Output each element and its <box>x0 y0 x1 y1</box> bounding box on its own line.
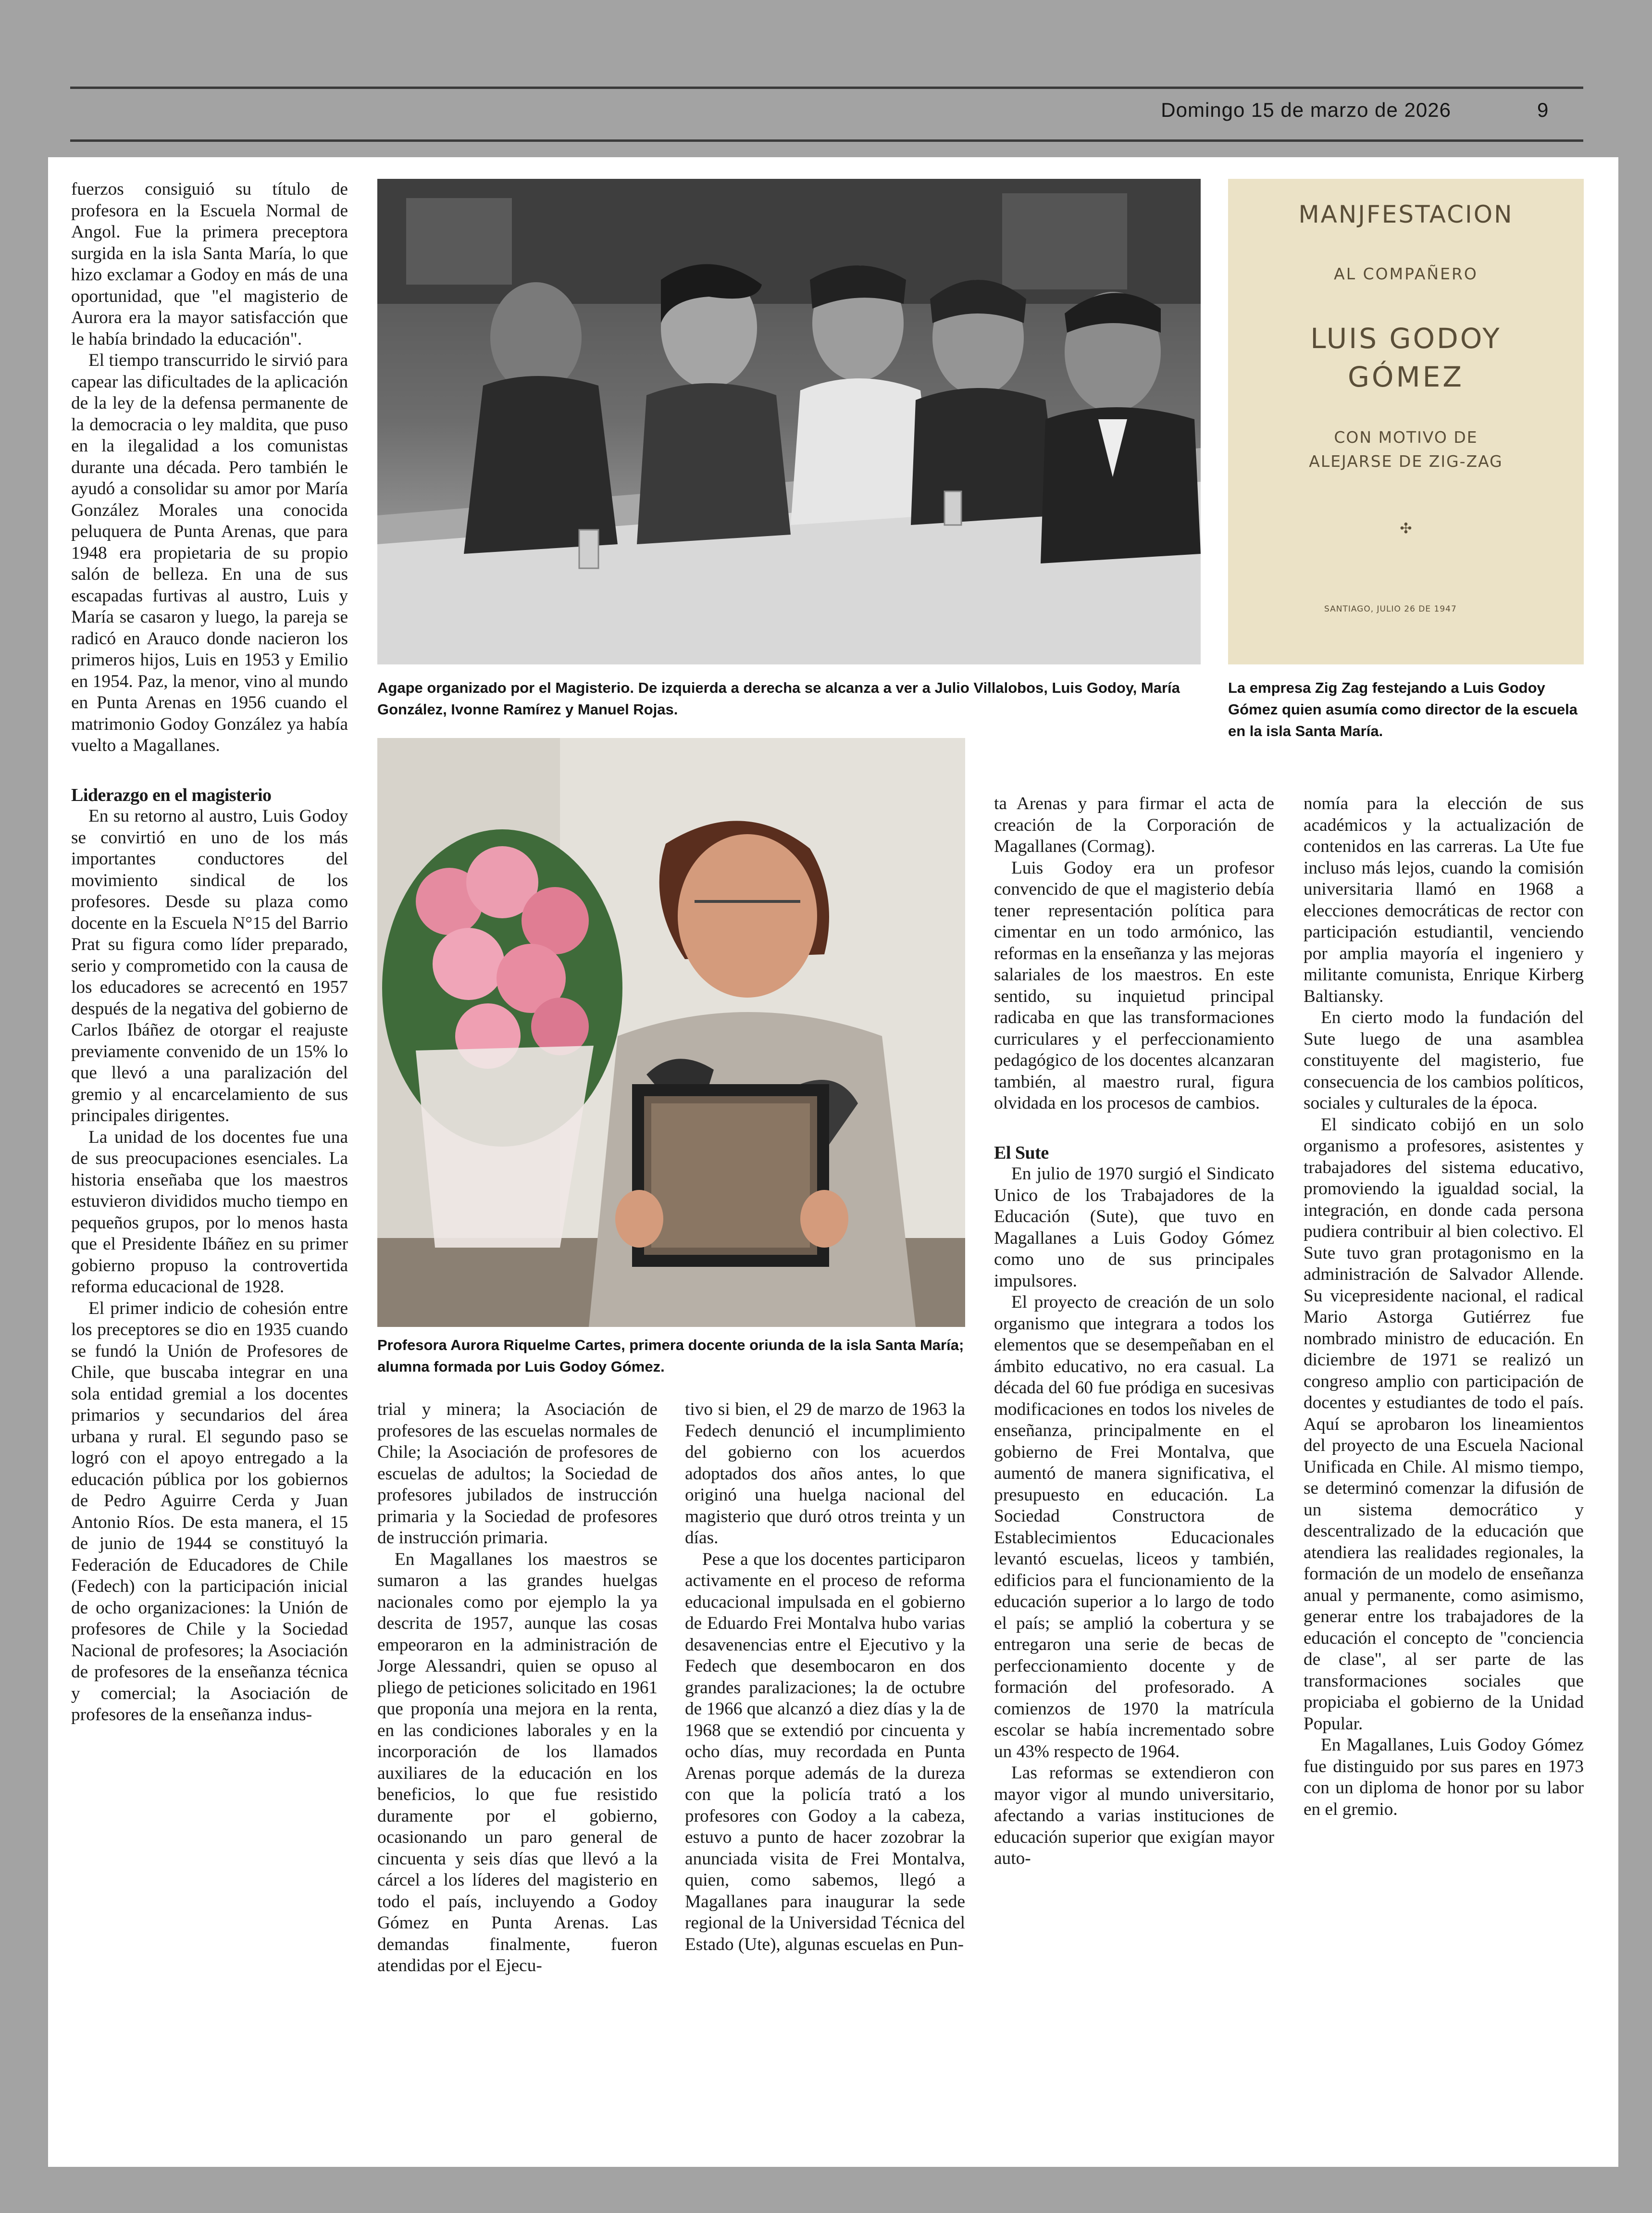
col1-paragraph: La unidad de los docentes fue una de sus preocupaciones esenciales. La historia enseñaba que los maestros estuvieron divididos mucho tiempo en pequeños grupos, por lo menos hasta que el Presidente Ibáñez en su primer gobierno propuso la controvertida reforma educacional de 1928. <box>71 1127 348 1297</box>
col5-paragraph: El sindicato cobijó en un solo organismo a profesores, asistentes y trabajadores del sistema educativo, promoviendo la igualdad social, la integración, en donde cada persona pudiera contribuir al bien colectivo. El Sute tuvo gran protagonismo en la administración de Salvador Allende. Su vicepresidente nacional, el radical Mario Astorga Gutiérrez fue nombrado ministro de educación. En diciembre de 1971 se realizó un congreso amplio con participación de docentes y estudiantes de todo el país. Aquí se aprobaron los lineamientos del proyecto de una Escuela Nacional Unificada en Chile. Al mismo tiempo, se determinó comenzar la difusión de un sistema democrático y descentralizado de la educación que atendiera las realidades regionales, la formación de un modelo de enseñanza anual y permanente, como asimismo, generar entre los trabajadores de la educación el concepto de "conciencia de clase", al ser parte de las transformaciones sociales que propiciaba el gobierno de la Unidad Popular. <box>1304 1114 1584 1734</box>
top-rule <box>70 87 1583 89</box>
col5-paragraph: En cierto modo la fundación del Sute luego de una asamblea constituyente del magisterio, fue consecuencia de los cambios políticos, sociales y culturales de la época. <box>1304 1008 1584 1113</box>
col4-paragraph: ta Arenas y para firmar el acta de creación de la Corporación de Magallanes (Cormag). <box>994 794 1274 856</box>
portrait-photo-illustration <box>377 738 965 1327</box>
banquet-caption: Agape organizado por el Magisterio. De izquierda a derecha se alcanza a ver a Julio Villalobos, Luis Godoy, María González, Ivonne Ramírez y Manuel Rojas. <box>377 679 1180 718</box>
col2-paragraph: En Magallanes los maestros se sumaron a las grandes huelgas nacionales como por ejemplo la ya descrita de 1957, aunque las cosas empeoraron en la administración de Jorge Alessandri, quien se opuso al pliego de peticiones solicitado en 1961 que proponía una mejora en la renta, en las condiciones laborales y en la incorporación de los llamados auxiliares de la educación en los beneficios, lo que fue resistido duramente por el gobierno, ocasionando un paro general de cincuenta y seis días que llevó a la cárcel a los líderes del magisterio en todo el país, incluyendo a Godoy Gómez en Punta Arenas. Las demandas finalmente, fueron atendidas por el Ejecu- <box>377 1549 658 1975</box>
col3-paragraph: Pese a que los docentes participaron activamente en el proceso de reforma educacional impulsada en el gobierno de Eduardo Frei Montalva hubo varias desavenencias entre el Ejecutivo y la Fedech que desembocaron en dos grandes paralizaciones; la de octubre de 1966 que alcanzó a diez días y la de 1968 que se extendió por cincuenta y ocho días, muy recordada en Punta Arenas porque además de la dureza con que la policía trató a los profesores con Godoy a la cabeza, estuvo a punto de hacer zozobrar la anunciada visita de Frei Montalva, quien, como sabemos, llegó a Magallanes para inaugurar la sede regional de la Universidad Técnica del Estado (Ute), algunas escuelas en Pun- <box>685 1549 965 1954</box>
col1-paragraph: fuerzos consiguió su título de profesora en la Escuela Normal de Angol. Fue la primera preceptora surgida en la isla Santa María, lo que hizo exclamar a Godoy en más de una oportunidad, que "el magisterio de Aurora era la mayor satisfacción que le había brindado la educación". <box>71 179 348 349</box>
col5-paragraph: nomía para la elección de sus académicos y la actualización de contenidos en las carreras. La Ute fue incluso más lejos, cuando la comisión universitaria llamó en 1968 a elecciones democráticas de rector con participación estudiantil, venciendo por amplia mayoría el ingeniero y militante comunista, Enrique Kirberg Baltiansky. <box>1304 794 1584 1006</box>
col1-paragraph: El tiempo transcurrido le sirvió para capear las dificultades de la aplicación de la ley de la defensa permanente de la democracia o ley maldita, que puso en la ilegalidad a los comunistas durante una década. Pero también le ayudó a consolidar su amor por María González Morales una conocida peluquera de Punta Arenas, que para 1948 era propietaria de su propio salón de belleza. En una de sus escapadas furtivas al austro, Luis y María se casaron y luego, la pareja se radicó en Arauco donde nacieron los primeros hijos, Luis en 1953 y Emilio en 1954. Paz, la menor, vino al mundo en Punta Arenas en 1956 cuando el matrimonio Godoy González ya había vuelto a Magallanes. <box>71 350 348 755</box>
card-line: ALEJARSE DE ZIG-ZAG <box>1309 452 1503 471</box>
header-date: Domingo 15 de marzo de 2026 <box>1161 99 1451 121</box>
portrait-photo <box>377 738 965 1327</box>
portrait-caption: Profesora Aurora Riquelme Cartes, primera docente oriunda de la isla Santa María; alumna formada por Luis Godoy Gómez. <box>377 1337 964 1375</box>
banquet-photo-illustration <box>377 179 1201 664</box>
card-ornament: ✣ <box>1400 520 1412 537</box>
page-number: 9 <box>1537 99 1549 121</box>
commemorative-card <box>1228 179 1584 664</box>
section-heading-sute: El Sute <box>994 1142 1049 1163</box>
card-line: CON MOTIVO DE <box>1334 428 1478 447</box>
card-caption: La empresa Zig Zag festejando a Luis Godoy Gómez quien asumía como director de la escuela en la isla Santa María. <box>1228 679 1578 739</box>
article-column-3 <box>685 1399 965 2168</box>
article-column-4 <box>994 793 1274 2168</box>
card-text-block <box>1228 179 1584 664</box>
col4-paragraph: En julio de 1970 surgió el Sindicato Unico de los Trabajadores de la Educación (Sute), que tuvo en Magallanes a Luis Godoy Gómez como uno de sus principales impulsores. <box>994 1164 1274 1291</box>
col4-paragraph: Luis Godoy era un profesor convencido de que el magisterio debía tener representación política para cimentar en un todo armónico, las reformas en la enseñanza y las mejoras salariales de los maestros. En este sentido, su inquietud principal radicaba en que las transformaciones curriculares y el perfeccionamiento pedagógico de los docentes alcanzaran también, al maestro rural, figura olvidada en los procesos de cambios. <box>994 858 1274 1113</box>
col1-paragraph: En su retorno al austro, Luis Godoy se convirtió en uno de los más importantes conductores del movimiento sindical de los profesores. Desde su plaza como docente en la Escuela N°15 del Barrio Prat su figura como líder preparado, serio y comprometido con la causa de los educadores se acrecentó en 1957 después de la negativa del gobierno de Carlos Ibáñez de otorgar el reajuste previamente convenido de un 15% lo que llevó a una paralización del gremio y al encarcelamiento de sus principales dirigentes. <box>71 806 348 1125</box>
col2-paragraph: trial y minera; la Asociación de profesores de las escuelas normales de Chile; la Asociación de profesores de escuelas de adultos; la Sociedad de profesores jubilados de instrucción primaria y la Sociedad de profesores de instrucción primaria. <box>377 1400 658 1548</box>
col1-paragraph: El primer indicio de cohesión entre los preceptores se dio en 1935 cuando se fundó la Unión de Profesores de Chile, que buscaba integrar en una sola entidad gremial a los docentes primarios y secundarios del área urbana y rural. El segundo paso se logró con el apoyo entregado a la educación pública por los gobiernos de Pedro Aguirre Cerda y Juan Antonio Ríos. De esta manera, el 15 de junio de 1944 se constituyó la Federación de Educadores de Chile (Fedech) con la participación inicial de ocho organizaciones: la Unión de profesores de Chile y la Sociedad Nacional de profesores; la Asociación de profesores de la enseñanza técnica y comercial; la Asociación de profesores de la enseñanza indus- <box>71 1298 348 1725</box>
header-bottom-rule <box>70 139 1583 142</box>
card-line: LUIS GODOY <box>1310 322 1502 355</box>
col4-paragraph: El proyecto de creación de un solo organismo que integrara a todos los elementos que se desempeñaban en el ámbito educativo, no era casual. La década del 60 fue pródiga en sucesivas modificaciones en todos los niveles de enseñanza, principalmente en el gobierno de Frei Montalva, que aumentó de manera significativa, el presupuesto en educación. La Sociedad Constructora de Establecimientos Educacionales levantó escuelas, liceos y también, edificios para el funcionamiento de la educación superior a lo largo de todo el país; se amplió la cobertura y se entregaron una serie de becas de perfeccionamiento docente y de formación del profesorado. A comienzos de 1970 la matrícula escolar se había incrementado sobre un 43% respecto de 1964. <box>994 1292 1274 1762</box>
col3-paragraph: tivo si bien, el 29 de marzo de 1963 la Fedech denunció el incumplimiento del gobierno con los acuerdos adoptados dos años antes, lo que originó una huelga nacional del magisterio que duró otros treinta y un días. <box>685 1400 965 1548</box>
card-line: SANTIAGO, JULIO 26 DE 1947 <box>1324 604 1457 614</box>
banquet-photo <box>377 179 1201 664</box>
card-line: MANJFESTACION <box>1298 200 1514 228</box>
col5-paragraph: En Magallanes, Luis Godoy Gómez fue distinguido por sus pares en 1973 con un diploma de honor por su labor en el gremio. <box>1304 1735 1584 1819</box>
card-line: AL COMPAÑERO <box>1334 264 1478 283</box>
col4-paragraph: Las reformas se extendieron con mayor vigor al mundo universitario, afectando a varias instituciones de educación superior que exigían mayor auto- <box>994 1763 1274 1868</box>
section-heading-liderazgo: Liderazgo en el magisterio <box>71 785 272 805</box>
article-column-1 <box>71 179 348 2174</box>
card-line: GÓMEZ <box>1347 361 1465 393</box>
article-column-2 <box>377 1399 658 2168</box>
article-column-5 <box>1304 793 1584 2168</box>
